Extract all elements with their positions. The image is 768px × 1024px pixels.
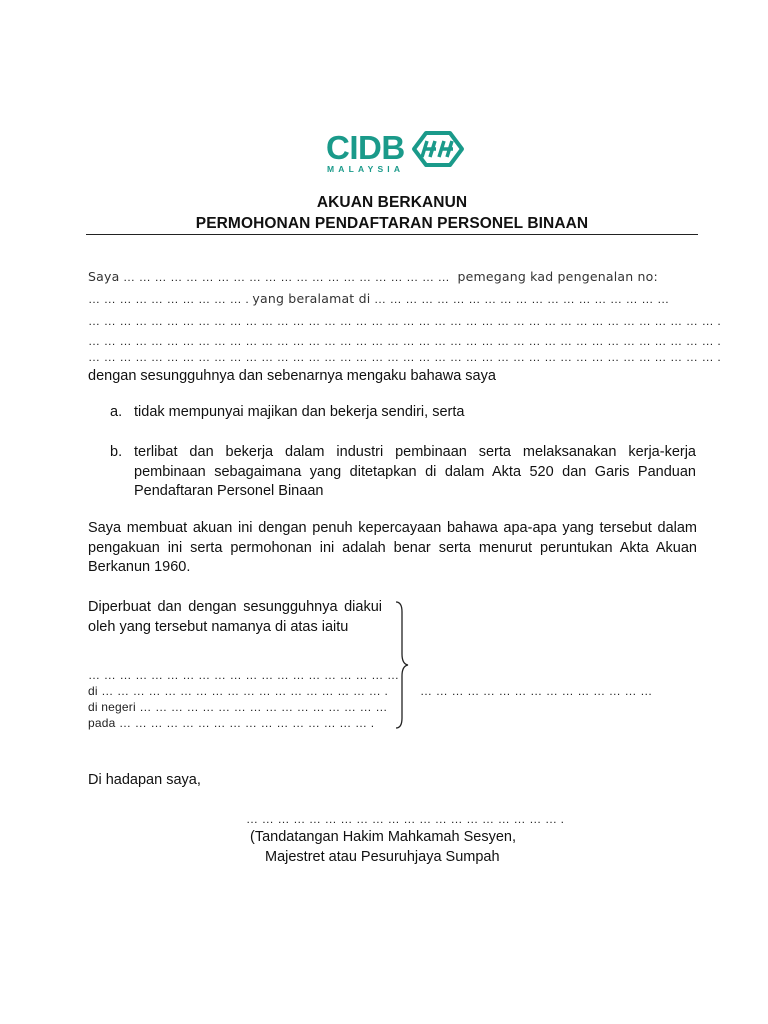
list-item-a: tidak mempunyai majikan dan bekerja sendiri, serta (134, 404, 465, 420)
attestation-place-line: di … … … … … … … … … … … … … … … … … … . (88, 684, 389, 698)
statement-paragraph: Saya membuat akuan ini dengan penuh kepercayaan bahawa apa-apa yang tersebut dalam pengakuan ini serta permohonan ini adalah benar serta menurut peruntukan Akta Akuan Berkanun 1960. (88, 520, 697, 575)
attestation-date-line: pada … … … … … … … … … … … … … … … … . (88, 716, 375, 730)
title-line-1: AKUAN BERKANUN (316, 194, 468, 211)
declaration-line-1 (88, 270, 658, 284)
attestation-name-dots: … … … … … … … … … … … … … … … … … … … … (88, 668, 400, 682)
list-item-b: terlibat dan bekerja dalam industri pembinaan serta melaksanakan kerja-kerja pembinaan sebagaimana yang ditetapkan di dalam Akta 520 dan Garis Panduan Pendaftaran Personel Binaan (134, 444, 696, 499)
declarant-signature-dots: … … … … … … … … … … … … … … … (420, 684, 653, 698)
svg-text:CIDB: CIDB (326, 129, 405, 166)
list-marker-b: b. (110, 444, 123, 460)
address-line-3: … … … … … … … … … … … … … … … … … … … … … … … … … … … … … … … … … … … … … … … … . (88, 350, 721, 364)
curly-brace (394, 600, 410, 730)
list-marker-a: a. (110, 404, 123, 420)
address-line-2: … … … … … … … … … … … … … … … … … … … … … … … … … … … … … … … … … … … … … … … … . (88, 334, 721, 348)
witness-caption-line-2: Majestret atau Pesuruhjaya Sumpah (265, 849, 500, 865)
saya-label: Saya (88, 269, 120, 284)
cidb-logo (326, 128, 466, 174)
declaration-intro: dengan sesungguhnya dan sebenarnya mengaku bahawa saya (88, 368, 496, 384)
witness-label: Di hadapan saya, (88, 772, 201, 788)
cidb-logo-graphic (326, 128, 466, 174)
title-divider (86, 234, 698, 235)
name-dots: … … … … … … … … … … … … … … … … … … … … … (123, 270, 450, 284)
address-line-1: … … … … … … … … … … … … … … … … … … … … … … … … … … … … … … … … … … … … … … … … . (88, 314, 721, 328)
declaration-line-2 (88, 292, 669, 306)
witness-caption-line-1: (Tandatangan Hakim Mahkamah Sesyen, (250, 829, 516, 845)
ic-dots: … … … … … … … … … … . (88, 292, 249, 306)
witness-signature-dots: … … … … … … … … … … … … … … … … … … … … . (246, 812, 565, 826)
ic-label: pemegang kad pengenalan no: (457, 269, 658, 284)
svg-text:MALAYSIA: MALAYSIA (327, 164, 405, 174)
document-title (86, 192, 698, 234)
address-dots: … … … … … … … … … … … … … … … … … … … (373, 292, 670, 306)
title-line-2: PERMOHONAN PENDAFTARAN PERSONEL BINAAN (195, 215, 589, 232)
address-label: yang beralamat di (252, 291, 371, 306)
attestation-state-line: di negeri … … … … … … … … … … … … … … … … (88, 700, 388, 714)
attestation-text: Diperbuat dan dengan sesungguhnya diakui oleh yang tersebut namanya di atas iaitu (88, 599, 382, 635)
